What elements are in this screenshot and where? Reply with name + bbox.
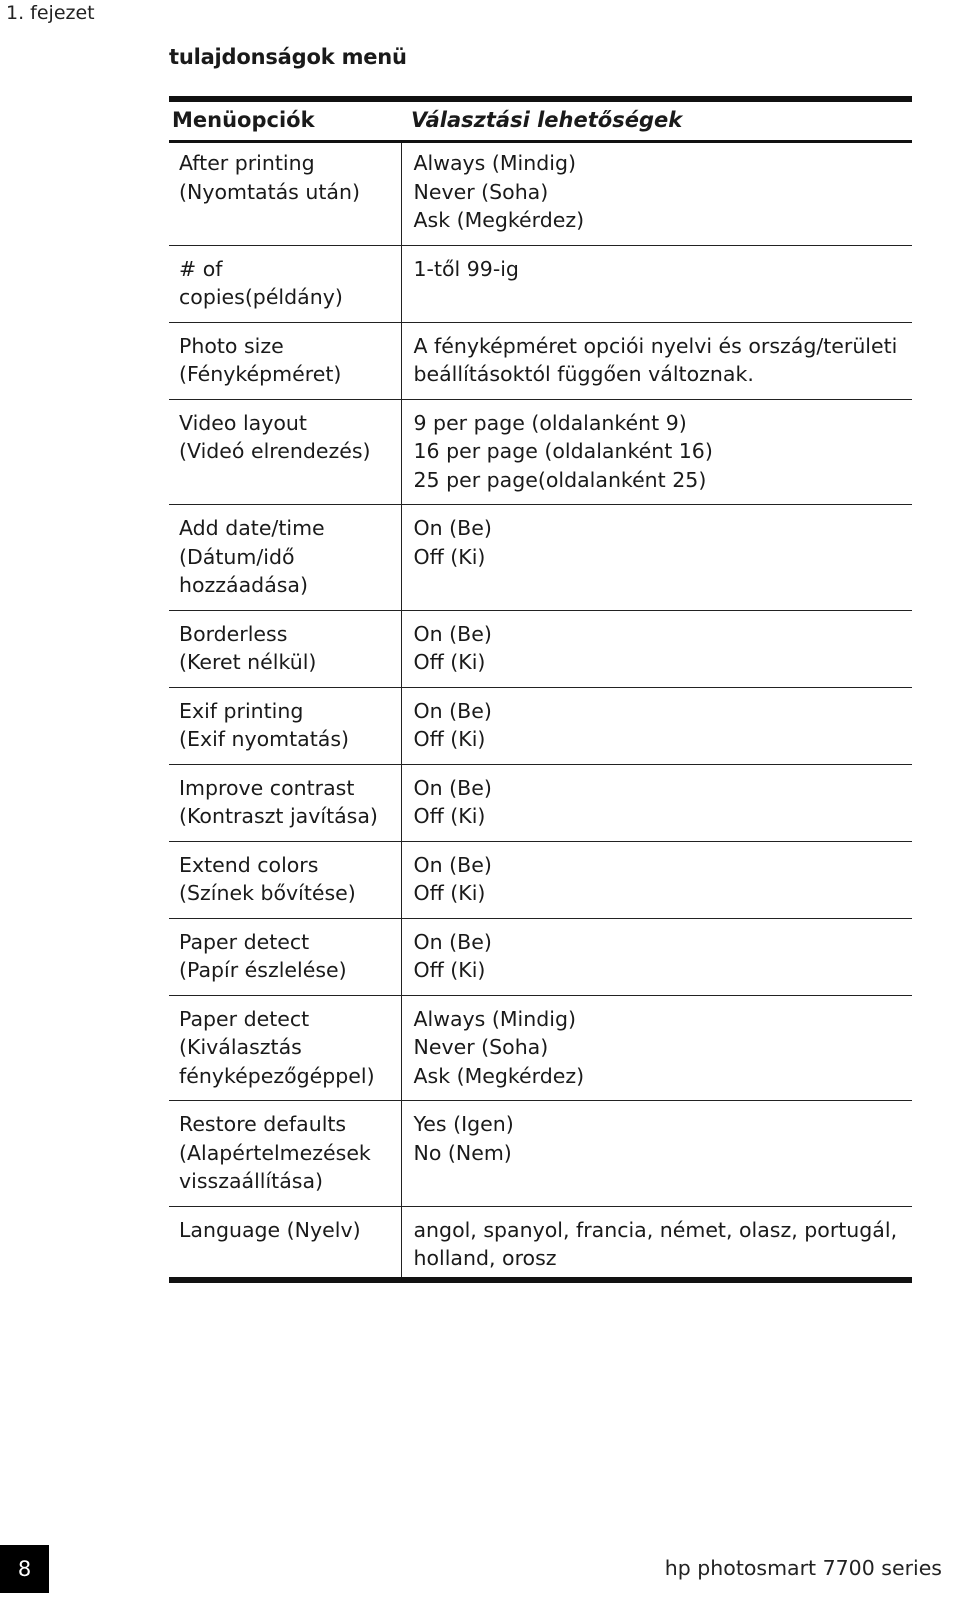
menu-option-cell: # of copies(példány): [169, 245, 401, 322]
menu-option-cell: Video layout (Videó elrendezés): [169, 399, 401, 505]
menu-option-cell: Restore defaults (Alapértelmezések visszaállítása): [169, 1101, 401, 1207]
table-row: [169, 995, 912, 1101]
menu-option-cell: Improve contrast (Kontraszt javítása): [169, 764, 401, 841]
chapter-label: 1. fejezet: [6, 2, 95, 24]
table-row: [169, 399, 912, 505]
page-number: 8: [17, 1557, 32, 1581]
table-row: [169, 841, 912, 918]
choices-cell: Always (Mindig) Never (Soha) Ask (Megkérdez): [401, 995, 912, 1101]
section-title: tulajdonságok menü: [169, 45, 407, 69]
table-header-row: [169, 99, 912, 142]
menu-option-cell: Add date/time (Dátum/idő hozzáadása): [169, 505, 401, 611]
column-header-menu-options: Menüopciók: [169, 99, 401, 142]
menu-option-cell: Paper detect (Kiválasztás fényképezőgéppel): [169, 995, 401, 1101]
choices-cell: On (Be) Off (Ki): [401, 687, 912, 764]
menu-options-table: [169, 96, 912, 1283]
menu-option-cell: Photo size (Fényképméret): [169, 322, 401, 399]
table-row: [169, 505, 912, 611]
menu-option-cell: Extend colors (Színek bővítése): [169, 841, 401, 918]
table-row: [169, 245, 912, 322]
column-header-choices: Választási lehetőségek: [401, 99, 912, 142]
choices-cell: 1-től 99-ig: [401, 245, 912, 322]
table-row: [169, 322, 912, 399]
table-row: [169, 1206, 912, 1280]
table-row: [169, 1101, 912, 1207]
menu-option-cell: Exif printing (Exif nyomtatás): [169, 687, 401, 764]
table-row: [169, 687, 912, 764]
page-number-badge: [0, 1545, 49, 1593]
menu-option-cell: Paper detect (Papír észlelése): [169, 918, 401, 995]
choices-cell: Always (Mindig) Never (Soha) Ask (Megkérdez): [401, 142, 912, 246]
choices-cell: On (Be) Off (Ki): [401, 764, 912, 841]
choices-cell: angol, spanyol, francia, német, olasz, portugál, holland, orosz: [401, 1206, 912, 1280]
choices-cell: On (Be) Off (Ki): [401, 610, 912, 687]
footer-product-name: hp photosmart 7700 series: [664, 1556, 942, 1580]
menu-option-cell: Borderless (Keret nélkül): [169, 610, 401, 687]
menu-option-cell: After printing (Nyomtatás után): [179, 151, 360, 204]
menu-option-cell: Language (Nyelv): [169, 1206, 401, 1280]
choices-cell: 9 per page (oldalanként 9) 16 per page (oldalanként 16) 25 per page(oldalanként 25): [401, 399, 912, 505]
choices-cell: A fényképméret opciói nyelvi és ország/területi beállításoktól függően változnak.: [401, 322, 912, 399]
choices-cell: On (Be) Off (Ki): [401, 505, 912, 611]
choices-cell: Yes (Igen) No (Nem): [401, 1101, 912, 1207]
table-row: [169, 610, 912, 687]
choices-cell: On (Be) Off (Ki): [401, 918, 912, 995]
table-row: [169, 918, 912, 995]
choices-cell: On (Be) Off (Ki): [401, 841, 912, 918]
table-row: [169, 142, 912, 246]
table-row: [169, 764, 912, 841]
